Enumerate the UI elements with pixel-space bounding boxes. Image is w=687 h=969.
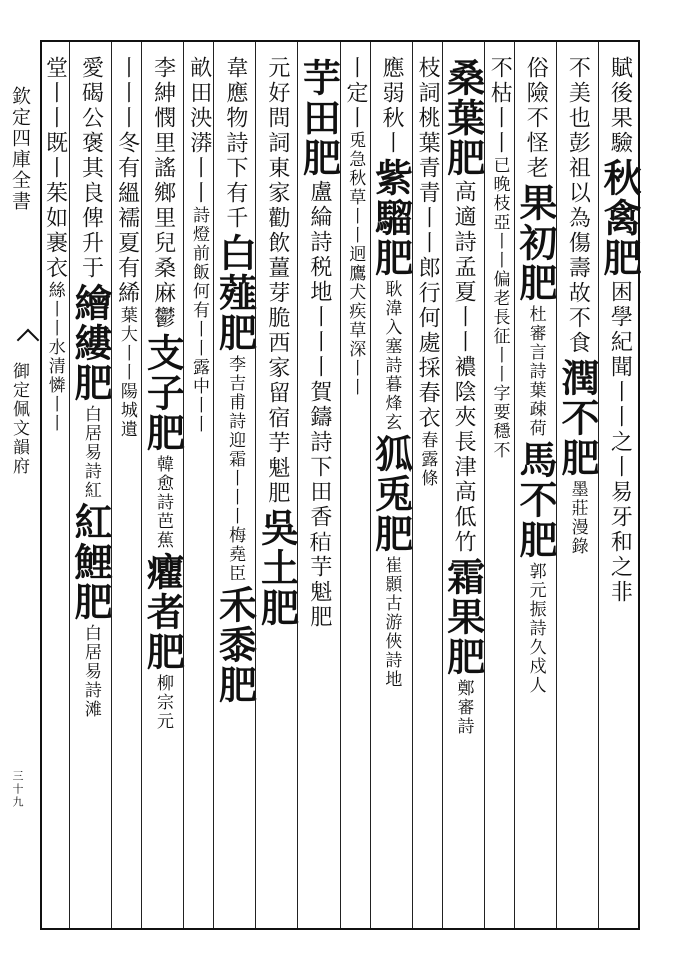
citation-note: 詩燈前飯何有丨丨露中丨丨	[189, 206, 210, 434]
citation-note: 字要穩不	[489, 384, 510, 460]
citation-note: 絲丨丨	[44, 281, 65, 338]
citation-note: 柳宗元	[152, 674, 173, 731]
body-text: 困學紀聞丨丨之丨易牙和之非	[607, 280, 633, 605]
book-title: 欽定四庫全書	[9, 86, 31, 212]
citation-note: 春露條	[417, 431, 438, 488]
fish-tail-mark	[17, 329, 40, 352]
headword: 禾黍肥	[212, 585, 258, 705]
headword: 支子肥	[140, 333, 186, 453]
page-number: 三十九	[11, 770, 24, 809]
headword: 馬不肥	[512, 440, 558, 560]
text-column-16	[40, 42, 69, 928]
citation-note: 白居易詩滩	[80, 624, 101, 719]
text-column-5	[442, 42, 484, 928]
headword: 吳土肥	[254, 508, 300, 628]
body-text: 韋應物詩下有千	[222, 56, 248, 231]
body-text: 丨定丨	[342, 56, 368, 131]
citation-note: 韓愈詩芭蕉	[152, 455, 173, 550]
text-column-11	[212, 42, 258, 928]
body-text: 元好問詞東家勸飲薑芽脆西家留宿芋魁肥	[264, 56, 290, 506]
text-column-13	[140, 42, 186, 928]
headword: 秋禽肥	[597, 158, 642, 278]
text-columns	[40, 42, 640, 928]
citation-note: 偏老長征丨丨	[489, 270, 510, 384]
body-text: 賦後果驗	[607, 56, 633, 156]
citation-note: 白居易詩紅	[80, 405, 101, 500]
citation-note: 已晚枝亞丨丨	[489, 156, 510, 270]
body-text: 愛碣公褒其良俾升于	[78, 56, 104, 281]
citation-note: 鄭審詩	[453, 679, 474, 736]
body-text: 李紳憫里謠鄉里兒桑麻鬱	[150, 56, 176, 331]
headword: 果初肥	[512, 183, 558, 303]
text-column-4	[484, 42, 514, 928]
headword: 紫騮肥	[368, 158, 414, 278]
text-column-3	[514, 42, 556, 928]
citation-note: 李吉甫詩迎霜丨丨丨梅堯臣	[225, 355, 246, 583]
text-column-7	[370, 42, 412, 928]
headword: 潤不肥	[554, 358, 600, 478]
text-column-12	[183, 42, 213, 928]
body-text: 丨丨丨冬有縕襦夏有絺	[114, 56, 140, 306]
headword: 狐兎肥	[368, 434, 414, 554]
citation-note: 陽城遺	[116, 382, 137, 439]
citation-note: 兎急秋草丨丨	[345, 131, 366, 245]
margin-band	[0, 40, 40, 930]
citation-note: 杜審言詩葉疎荷	[525, 305, 546, 438]
headword: 繪縷肥	[68, 283, 114, 403]
body-text: 應弱秋丨	[379, 56, 405, 156]
headword: 白薤肥	[212, 233, 258, 353]
headword: 桑葉肥	[440, 58, 486, 178]
body-text: 枝詞桃葉青青丨丨郎行何處採春衣	[415, 56, 441, 431]
body-text: 俗險不怪老	[523, 56, 549, 181]
body-text: 不枯丨丨	[487, 56, 513, 156]
text-column-9	[296, 42, 342, 928]
headword: 癯者肥	[140, 552, 186, 672]
book-subtitle: 御定佩文韻府	[9, 362, 29, 476]
text-column-6	[412, 42, 442, 928]
text-column-8	[340, 42, 370, 928]
citation-note: 墨莊漫錄	[567, 480, 588, 556]
citation-note: 迥鷹犬疾草深丨丨	[345, 245, 366, 397]
text-column-1	[598, 42, 640, 928]
text-column-10	[254, 42, 300, 928]
headword: 芋田肥	[296, 58, 342, 178]
text-column-15	[68, 42, 114, 928]
citation-note: 耿湋入塞詩暮烽玄	[381, 280, 402, 432]
body-text: 堂丨丨既丨茱如裹衣	[42, 56, 68, 281]
text-column-14	[111, 42, 141, 928]
headword: 霜果肥	[440, 557, 486, 677]
body-text: 高適詩孟夏丨丨襛陰夾長津高低竹	[451, 180, 477, 555]
citation-note: 水清憐丨丨	[44, 338, 65, 433]
citation-note: 郭元振詩久戍人	[525, 562, 546, 695]
body-text: 不美也彭祖以為傷壽故不食	[565, 56, 591, 356]
body-text: 畝田泱漭丨丨	[186, 56, 212, 206]
text-column-2	[556, 42, 598, 928]
citation-note: 葉大丨丨	[116, 306, 137, 382]
body-text: 盧綸詩税地丨丨丨賀鑄詩下田香𥞞芋魁肥	[306, 180, 332, 630]
headword: 紅鯉肥	[68, 502, 114, 622]
citation-note: 崔顥古游俠詩地	[381, 556, 402, 689]
